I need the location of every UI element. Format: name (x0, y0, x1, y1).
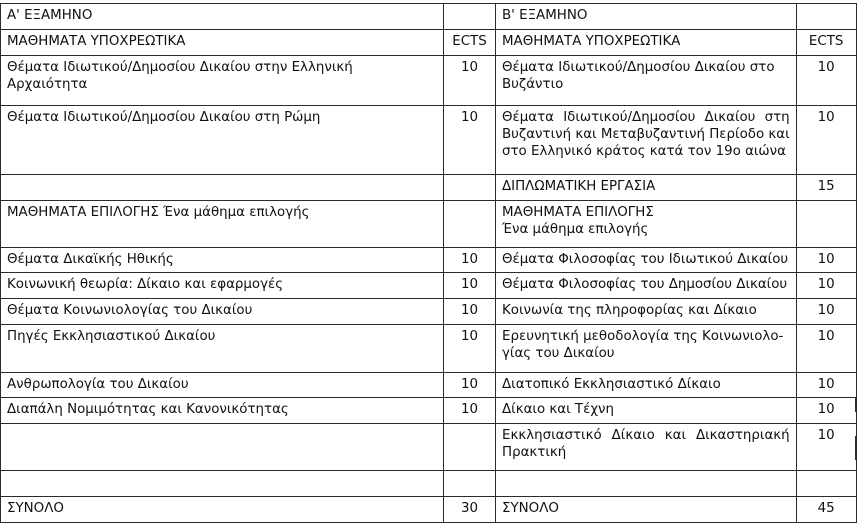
elective-header-line: ΜΑΘΗΜΑΤΑ ΕΠΙΛΟΓΗΣ (502, 205, 654, 220)
semester-b-total-value: 45 (796, 497, 856, 523)
total-row (1, 497, 857, 523)
semester-a-title: Α' ΕΞΑΜΗΝΟ (1, 4, 444, 30)
table-row (1, 325, 857, 373)
semester-a-ects: 10 (444, 56, 496, 106)
semester-a-course: Διαπάλη Νομιμότητας και Κανονικότητας (1, 398, 444, 424)
empty-cell (796, 201, 856, 248)
empty-cell (444, 4, 496, 30)
semester-b-ects: 10 (796, 373, 856, 398)
table-row (1, 273, 857, 299)
semester-a-ects: 10 (444, 398, 496, 424)
semester-b-ects: 10 (796, 56, 856, 106)
semester-title-row (1, 4, 857, 30)
table-row (1, 471, 857, 497)
semester-a-ects: 10 (444, 248, 496, 273)
empty-cell (796, 471, 856, 497)
semester-a-course: Θέματα Ιδιωτικού/Δημοσίου Δικαίου στην Ελληνική Αρχαιότητα (1, 56, 444, 106)
elective-header-line: Ένα μάθημα επιλογής (502, 222, 649, 237)
empty-cell (444, 175, 496, 201)
semester-b-course (496, 325, 797, 373)
semester-a-mandatory-header: ΜΑΘΗΜΑΤΑ ΥΠΟΧΡΕΩΤΙΚΑ (1, 30, 444, 56)
table-row (1, 248, 857, 273)
empty-cell (1, 424, 444, 471)
table-row (1, 398, 857, 424)
semester-b-title: Β' ΕΞΑΜΗΝΟ (496, 4, 797, 30)
course-line: Πρακτική (502, 445, 567, 460)
table-row (1, 373, 857, 398)
semester-b-ects: 10 (796, 106, 856, 175)
semester-b-ects-header: ECTS (796, 30, 856, 56)
semester-a-ects: 10 (444, 373, 496, 398)
semester-a-total-value: 30 (444, 497, 496, 523)
course-line: στο Ελληνικό κράτος κατά τον 19ο αιώνα (502, 144, 786, 159)
empty-cell (444, 424, 496, 471)
empty-cell (796, 4, 856, 30)
semester-a-ects: 10 (444, 299, 496, 325)
header-row (1, 30, 857, 56)
thesis-ects: 15 (796, 175, 856, 201)
semester-b-mandatory-header: ΜΑΘΗΜΑΤΑ ΥΠΟΧΡΕΩΤΙΚΑ (496, 30, 797, 56)
semester-b-course (496, 106, 797, 175)
course-line: Βυζάντιο (502, 77, 564, 92)
semester-a-elective-header: ΜΑΘΗΜΑΤΑ ΕΠΙΛΟΓΗΣ Ένα μάθημα επιλογής (1, 201, 444, 248)
semester-a-course: Κοινωνική θεωρία: Δίκαιο και εφαρμογές (1, 273, 444, 299)
semester-b-ects: 10 (796, 299, 856, 325)
course-line: γίας του Δικαίου (502, 346, 615, 361)
semester-b-ects: 10 (796, 248, 856, 273)
semester-a-ects: 10 (444, 106, 496, 175)
table-row (1, 56, 857, 106)
semester-b-course: Κοινωνία της πληροφορίας και Δίκαιο (496, 299, 797, 325)
empty-cell (1, 471, 444, 497)
table-row (1, 106, 857, 175)
semester-a-ects: 10 (444, 325, 496, 373)
semester-a-ects-header: ECTS (444, 30, 496, 56)
semester-b-course: Θέματα Φιλοσοφίας του Ιδιωτικού Δικαίου (496, 248, 797, 273)
semester-a-course: Πηγές Εκκλησιαστικού Δικαίου (1, 325, 444, 373)
semester-a-course: Θέματα Ιδιωτικού/Δημοσίου Δικαίου στη Ρώμη (1, 106, 444, 175)
course-line: Βυζαντινή και Μεταβυζαντινή Περίοδο και (502, 127, 790, 142)
elective-header-row (1, 201, 857, 248)
table-row (1, 424, 857, 471)
semester-b-total-label: ΣΥΝΟΛΟ (496, 497, 797, 523)
semester-b-ects: 10 (796, 273, 856, 299)
empty-cell (444, 201, 496, 248)
semester-b-ects: 10 (796, 325, 856, 373)
course-line: Εκκλησιαστικό Δίκαιο και Δικαστηριακή (502, 428, 790, 443)
semester-a-course: Θέματα Δικαϊκής Ηθικής (1, 248, 444, 273)
semester-b-course: Θέματα Φιλοσοφίας του Δημοσίου Δικαίου (496, 273, 797, 299)
semester-b-course: Διατοπικό Εκκλησιαστικό Δίκαιο (496, 373, 797, 398)
empty-cell (444, 471, 496, 497)
semester-a-ects: 10 (444, 273, 496, 299)
empty-cell (1, 175, 444, 201)
semester-b-elective-header (496, 201, 797, 248)
semester-a-course: Θέματα Κοινωνιολογίας του Δικαίου (1, 299, 444, 325)
table-row (1, 299, 857, 325)
semester-a-course: Ανθρωπολογία του Δικαίου (1, 373, 444, 398)
semester-b-ects: 10 (796, 398, 856, 424)
course-line: Θέματα Ιδιωτικού/Δημοσίου Δικαίου στη (502, 110, 790, 125)
course-line: Θέματα Ιδιωτικού/Δημοσίου Δικαίου στο (502, 60, 775, 75)
semester-b-course (496, 56, 797, 106)
thesis-course: ΔΙΠΛΩΜΑΤΙΚΗ ΕΡΓΑΣΙΑ (496, 175, 797, 201)
table-row (1, 175, 857, 201)
curriculum-table (0, 3, 857, 523)
semester-a-total-label: ΣΥΝΟΛΟ (1, 497, 444, 523)
semester-b-ects: 10 (796, 424, 856, 471)
semester-b-course: Δίκαιο και Τέχνη (496, 398, 797, 424)
semester-b-course (496, 424, 797, 471)
course-line: Ερευνητική μεθοδολογία της Κοινωνιολο- (502, 329, 784, 344)
empty-cell (496, 471, 797, 497)
